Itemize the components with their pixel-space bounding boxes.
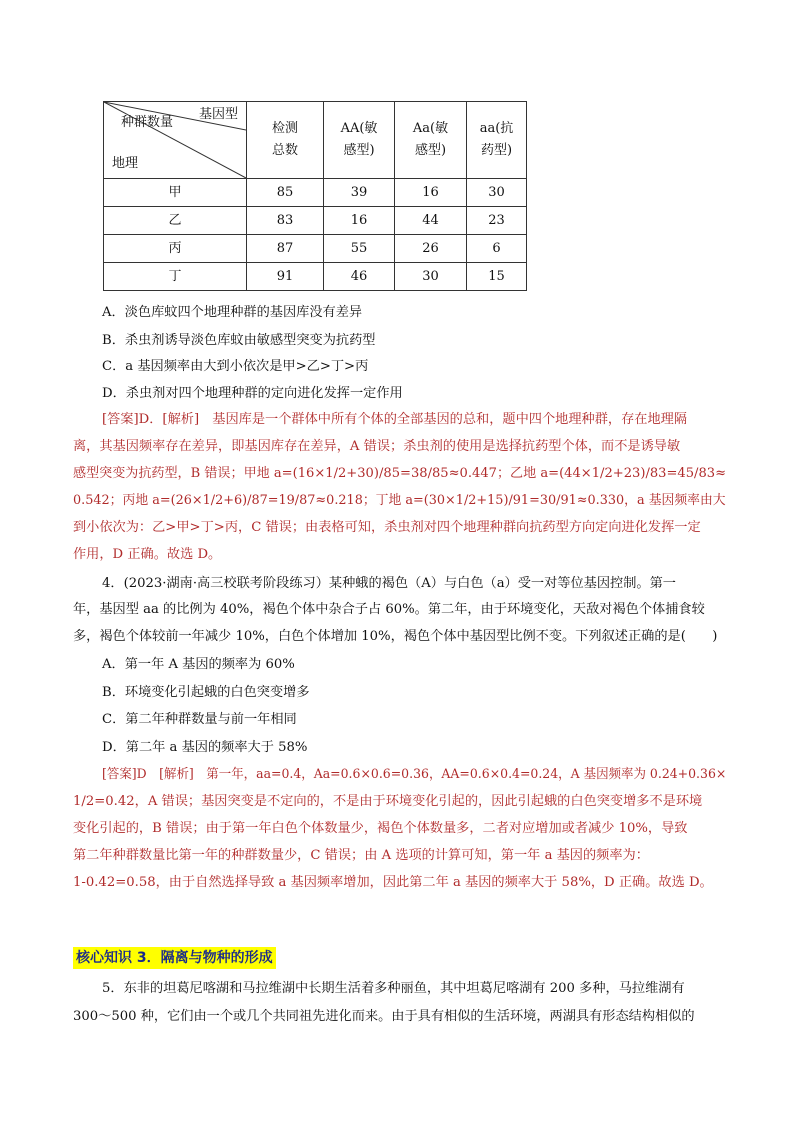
table-cell: 85 [247, 179, 324, 207]
q4-stem-line: 年，基因型 aa 的比例为 40%，褐色个体中杂合子占 60%。第二年，由于环境变化，天敌对褐色个体捕食较 [73, 602, 705, 617]
q3-option-d: D．杀虫剂对四个地理种群的定向进化发挥一定作用 [102, 386, 403, 401]
table-cell: 44 [395, 207, 467, 235]
q3-option-a: A．淡色库蚊四个地理种群的基因库没有差异 [102, 305, 363, 320]
column-header-AA: AA(敏 感型) [324, 102, 395, 179]
column-header-aa: aa(抗 药型) [467, 102, 527, 179]
row-label: 丁 [104, 263, 247, 291]
q4-option-b: B．环境变化引起蛾的白色突变增多 [102, 685, 310, 700]
q3-answer-line: 感型突变为抗药型，B 错误；甲地 a=(16×1/2+30)/85=38/85≈0.447；乙地 a=(44×1/2+23)/83=45/83≈ [73, 466, 727, 481]
table-row [104, 263, 527, 291]
table-cell: 6 [467, 235, 527, 263]
table-cell: 46 [324, 263, 395, 291]
table-cell: 87 [247, 235, 324, 263]
column-header-Aa: Aa(敏 感型) [395, 102, 467, 179]
table-row [104, 235, 527, 263]
table-cell: 16 [324, 207, 395, 235]
q5-stem-line: 300～500 种，它们由一个或几个共同祖先进化而来。由于具有相似的生活环境，两湖具有形态结构相似的 [73, 1009, 695, 1024]
table-header-row [104, 102, 527, 179]
table-cell: 16 [395, 179, 467, 207]
row-label: 乙 [104, 207, 247, 235]
table-cell: 91 [247, 263, 324, 291]
q3-answer-line: 0.542；丙地 a=(26×1/2+6)/87=19/87≈0.218；丁地 a=(30×1/2+15)/91=30/91≈0.330，a 基因频率由大 [73, 493, 726, 508]
q4-answer-line: 1-0.42=0.58，由于自然选择导致 a 基因频率增加，因此第二年 a 基因的频率大于 58%，D 正确。故选 D。 [73, 875, 713, 890]
table-cell: 39 [324, 179, 395, 207]
corner-label-region: 地理 [112, 156, 139, 171]
table-row [104, 207, 527, 235]
q4-option-a: A．第一年 A 基因的频率为 60% [102, 657, 295, 672]
q4-answer-line: 变化引起的，B 错误；由于第一年白色个体数量少，褐色个体数量多，二者对应增加或者减少 10%，导致 [73, 821, 688, 836]
q3-option-c: C．a 基因频率由大到小依次是甲>乙>丁>丙 [102, 359, 369, 374]
q3-answer-line: 离，其基因频率存在差异，即基因库存在差异，A 错误；杀虫剂的使用是选择抗药型个体，而不是诱导敏 [73, 439, 681, 454]
table-cell: 83 [247, 207, 324, 235]
table-cell: 23 [467, 207, 527, 235]
table-cell: 15 [467, 263, 527, 291]
table-cell: 26 [395, 235, 467, 263]
q3-answer-line: 作用，D 正确。故选 D。 [73, 547, 222, 562]
q5-stem-line: 5．东非的坦葛尼喀湖和马拉维湖中长期生活着多种丽鱼，其中坦葛尼喀湖有 200 多种，马拉维湖有 [102, 981, 685, 996]
q4-option-c: C．第二年种群数量与前一年相同 [102, 712, 297, 727]
q4-answer-line: [答案]D [解析] 第一年，aa=0.4，Aa=0.6×0.6=0.36，AA=0.6×0.4=0.24，A 基因频率为 0.24+0.36× [102, 767, 727, 782]
table-row [104, 179, 527, 207]
corner-label-genotype: 基因型 [199, 107, 239, 122]
corner-label-population: 种群数量 [121, 115, 174, 130]
q4-stem-line: 多，褐色个体较前一年减少 10%，白色个体增加 10%，褐色个体中基因型比例不变。下列叙述正确的是( ) [73, 629, 718, 644]
diagonal-header-cell [104, 102, 247, 179]
q3-answer-line: 到小依次为：乙>甲>丁>丙，C 错误；由表格可知，杀虫剂对四个地理种群向抗药型方向定向进化发挥一定 [73, 520, 701, 535]
column-header-total: 检测 总数 [247, 102, 324, 179]
q3-option-b: B．杀虫剂诱导淡色库蚊由敏感型突变为抗药型 [102, 333, 376, 348]
q4-answer-line: 1/2=0.42，A 错误；基因突变是不定向的，不是由于环境变化引起的，因此引起蛾的白色突变增多不是环境 [73, 794, 703, 809]
table-cell: 55 [324, 235, 395, 263]
q4-option-d: D．第二年 a 基因的频率大于 58% [102, 740, 308, 755]
section-heading: 核心知识 3．隔离与物种的形成 [73, 947, 276, 969]
q4-answer-line: 第二年种群数量比第一年的种群数量少，C 错误；由 A 选项的计算可知，第一年 a 基因的频率为： [73, 848, 649, 863]
genotype-table [103, 101, 527, 291]
table-cell: 30 [395, 263, 467, 291]
row-label: 甲 [104, 179, 247, 207]
row-label: 丙 [104, 235, 247, 263]
table-cell: 30 [467, 179, 527, 207]
q4-stem-line: 4．(2023·湖南·高三校联考阶段练习）某种蛾的褐色（A）与白色（a）受一对等位基因控制。第一 [102, 576, 676, 591]
q3-answer-line: [答案]D．[解析] 基因库是一个群体中所有个体的全部基因的总和，题中四个地理种群，存在地理隔 [102, 412, 688, 427]
